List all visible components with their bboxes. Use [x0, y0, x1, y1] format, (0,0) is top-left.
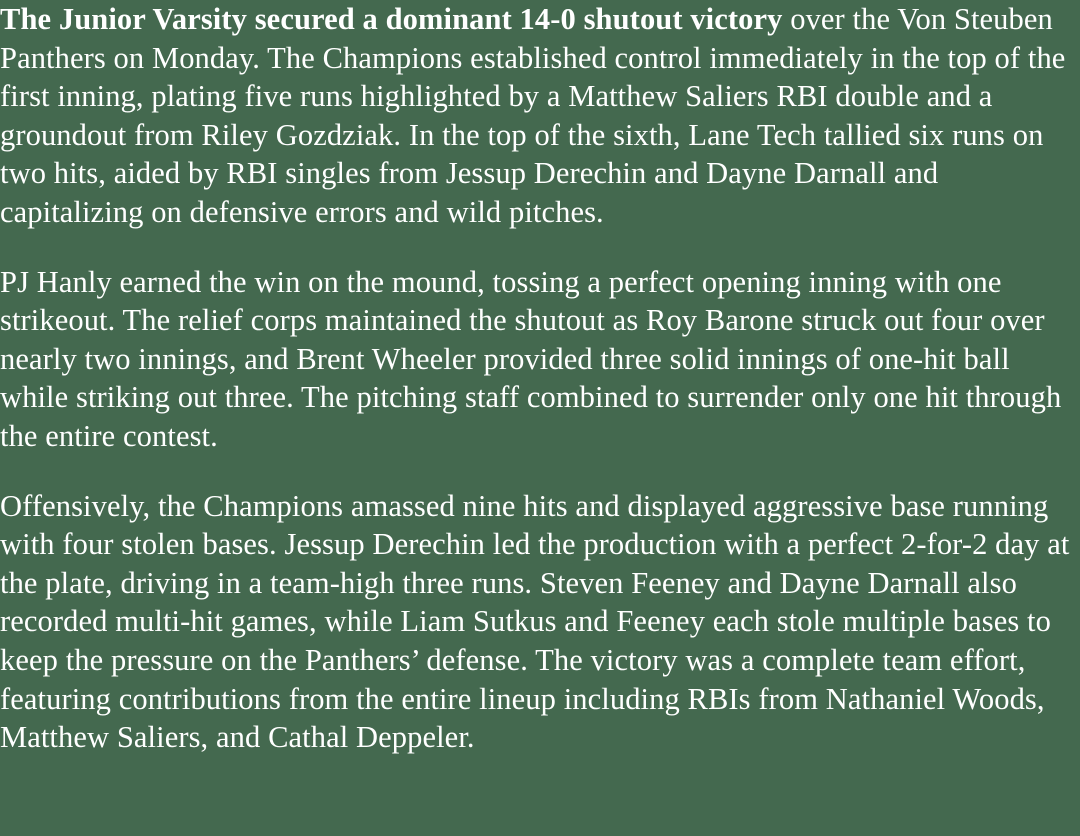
recap-paragraph-2-body: PJ Hanly earned the win on the mound, tossing a perfect opening inning with one strikeout. The relief corps maintained the shutout as Roy Barone struck out four over nearly two innings, and Brent Wheeler provided three solid innings of one-hit ball while striking out three. The pitching staff combined to surrender only one hit through the entire contest. — [0, 264, 1062, 453]
recap-paragraph-1-body: over the Von Steuben Panthers on Monday. The Champions established control immediately in the top of the first inning, plating five runs highlighted by a Matthew Saliers RBI double and a groundout from Riley Gozdziak. In the top of the sixth, Lane Tech tallied six runs on two hits, aided by RBI singles from Jessup Derechin and Dayne Darnall and capitalizing on defensive errors and wild pitches. — [0, 2, 1066, 229]
recap-paragraph-2 — [0, 263, 1072, 456]
recap-paragraph-1 — [0, 0, 1072, 232]
recap-paragraph-3-body: Offensively, the Champions amassed nine hits and displayed aggressive base running with four stolen bases. Jessup Derechin led the production with a perfect 2-for-2 day at the plate, driving in a team-high three runs. Steven Feeney and Dayne Darnall also recorded multi-hit games, while Liam Sutkus and Feeney each stole multiple bases to keep the pressure on the Panthers’ defense. The victory was a complete team effort, featuring contributions from the entire lineup including RBIs from Nathaniel Woods, Matthew Saliers, and Cathal Deppeler. — [0, 488, 1070, 755]
recap-paragraph-3 — [0, 487, 1072, 757]
recap-lede: The Junior Varsity secured a dominant 14-0 shutout victory — [0, 2, 783, 36]
